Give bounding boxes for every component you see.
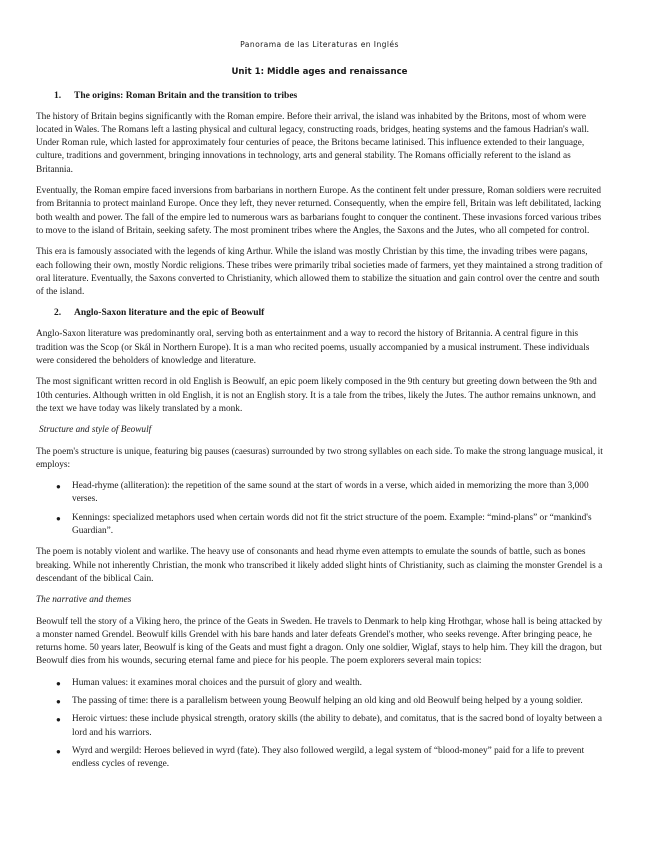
narrative-subheading: The narrative and themes [36, 595, 132, 606]
section-1-number: 1. [54, 90, 62, 101]
paragraph: This era is famously associated with the legends of king Arthur. While the island was mostly Christian by this time, the invading tribes were pagans, each following their own, mostly Nordic religions. These tribes were primarily tribal societies made of farmers, yet they maintained a strong tradition of oral literature. Eventually, the Saxons converted to Christianity, which allowed them to stabilize the situation and gain control over the centre and south of the island. [36, 247, 603, 298]
list-item-text: Kennings: specialized metaphors used when certain words did not fit the strict structure of the poem. Example: “mind-plans” or “mankind's Guardian”. [72, 512, 592, 537]
unit-title: Unit 1: Middle ages and renaissance [231, 67, 408, 78]
section-1-heading [36, 90, 603, 103]
paragraph: Anglo-Saxon literature was predominantly oral, serving both as entertainment and a way to record the history of Britannia. A central figure in this tradition was the Scop (or Skál in Northern Europe). It is a man who recited poems, usually accompanied by a musical instrument. These individuals were considered the beholders of knowledge and literature. [36, 329, 590, 367]
list-item [36, 745, 603, 772]
section-1-title: The origins: Roman Britain and the transition to tribes [74, 90, 298, 101]
section-2-title: Anglo-Saxon literature and the epic of Beowulf [74, 308, 265, 319]
list-item [36, 677, 603, 690]
bullet-icon: ● [56, 696, 61, 706]
list-item-text: Human values: it examines moral choices and the pursuit of glory and wealth. [72, 677, 362, 688]
list-item [36, 695, 603, 708]
paragraph: Eventually, the Roman empire faced inversions from barbarians in northern Europe. As the continent felt under pressure, Roman soldiers were recruited from Britannia to protect mainland Europe. Once they left, they never returned. Consequently, when the empire fell, Britain was left debilitated, lacking both wealth and power. The fall of the empire led to numerous wars as barbarians fought to conquer the continent. These invasions forced various tribes to move to the island of Britain, seeking safety. The most prominent tribes where the Angles, the Saxons and the Jutes, who all competed for control. [36, 186, 602, 236]
list-item [36, 480, 603, 507]
paragraph: The poem is notably violent and warlike. The heavy use of consonants and head rhyme even attempts to emulate the sounds of battle, such as bones breaking. While not inherently Christian, the monk who transcribed it likely added slight hints of Christianity, such as claiming the monster Grendel is a descendant of the biblical Cain. [36, 547, 603, 584]
list-item-text: Head-rhyme (alliteration): the repetition of the same sound at the start of words in a verse, which aided in memorizing the more than 3,000 verses. [72, 481, 589, 505]
section-2-number: 2. [54, 308, 62, 319]
structure-subheading: Structure and style of Beowulf [39, 425, 152, 436]
themes-list [36, 677, 603, 772]
course-title: Panorama de las Literaturas en Inglés [240, 40, 399, 49]
bullet-icon: ● [56, 513, 61, 523]
paragraph: Beowulf tell the story of a Viking hero, the prince of the Geats in Sweden. He travels to Denmark to help king Hrothgar, whose hall is being attacked by a monster named Grendel. Beowulf kills Grendel with his bare hands and later defeats Grendel's mother, who seeks revenge. After bringing peace, he returns home. 50 years later, Beowulf is king of the Geats and must fight a dragon. Only one soldier, Wiglaf, stays to help him. They kill the dragon, but Beowulf dies from his wounds, securing eternal fame and piece for his people. The poem explorers several main topics: [36, 616, 603, 667]
list-item-text: The passing of time: there is a parallelism between young Beowulf helping an old king and old Beowulf being helped by a young soldier. [72, 695, 583, 706]
list-item-text: Heroic virtues: these include physical strength, oratory skills (the ability to debate), and comitatus, that is the sacred bond of loyalty between a lord and his warriors. [72, 714, 603, 738]
bullet-icon: ● [56, 746, 61, 756]
list-item [36, 512, 603, 539]
section-2-heading [36, 307, 603, 320]
paragraph: The most significant written record in old English is Beowulf, an epic poem likely composed in the 9th century but greeting down between the 9th and 10th centuries. Although written in old English, it is not an English story. It is a tale from the tribes, likely the Jutes. The author remains unknown, and the text we have today was likely translated by a monk. [36, 377, 597, 414]
bullet-icon: ● [56, 482, 61, 492]
paragraph: The history of Britain begins significantly with the Roman empire. Before their arrival, the island was inhabited by the Britons, most of whom were located in Wales. The Romans left a lasting physical and cultural legacy, constructing roads, bridges, heating systems and the famous Hadrian's wall. Under Roman rule, which lasted for approximately four centuries of peace, the Britons became latinised. This influence extended to their language, culture, traditions and government, bringing innovations in technology, arts and general stability. The Romans officially referent to the island as Britannia. [36, 111, 590, 175]
list-item-text: Wyrd and wergild: Heroes believed in wyrd (fate). They also followed wergild, a legal system of “blood-money” paid for a life to prevent endless cycles of revenge. [72, 745, 585, 770]
list-item [36, 713, 603, 740]
structure-list [36, 480, 603, 538]
paragraph: The poem's structure is unique, featuring big pauses (caesuras) surrounded by two strong syllables on each side. To make the strong language musical, it employs: [36, 446, 603, 470]
bullet-icon: ● [56, 678, 61, 688]
bullet-icon: ● [56, 715, 61, 725]
